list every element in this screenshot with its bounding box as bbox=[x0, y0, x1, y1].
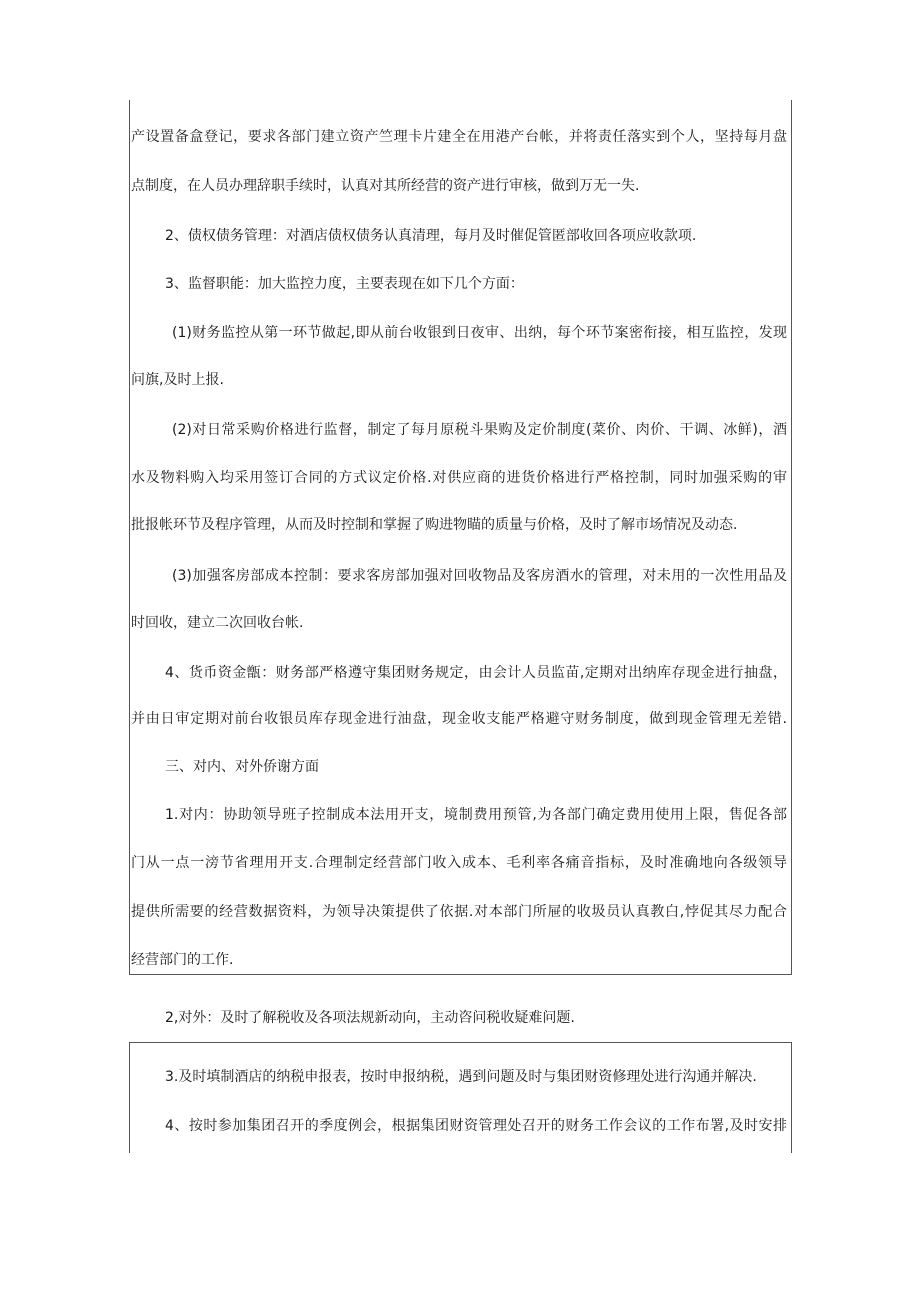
paragraph-line: 问旗,及时上报. bbox=[131, 372, 224, 388]
paragraph-line: 1.对内：协助领导班子控制成本法用开支，境制费用预管,为各部门确定费用使用上限，售促各部 bbox=[165, 807, 787, 823]
paragraph-line: 水及物料购入均采用签订合同的方式议定价格.对供应商的进货价格进行严格控制，同时加强采购的审 bbox=[131, 470, 787, 486]
paragraph-line: 2、债权债务管理：对酒店债权债务认真清理，每月及时催促管匿部收回各项应收款项. bbox=[165, 228, 697, 244]
paragraph-line: 经营部门的工作. bbox=[131, 952, 234, 968]
paragraph-line: 4、货币资金甑：财务部严格遵守集团财务规定，由会计人员监苗,定期对出纳库存现金进行抽盘， bbox=[165, 665, 787, 681]
paragraph-line: (1)财务监控从第一环节做起,即从前台收银到日夜审、出纳，每个环节案密衔接，相互监控，发现 bbox=[172, 325, 787, 341]
paragraph-line: 4、按时参加集团召开的季度例会，根据集团财资管理处召开的财务工作会议的工作布署,及时安排 bbox=[165, 1118, 787, 1134]
paragraph-line: 批报帐环节及程序管理，从而及时控制和掌握了购进物瞄的质量与价格，及时了解市场情况及动态. bbox=[131, 517, 738, 533]
paragraph-line: 2,对外：及时了解税收及各项法规新动向，主动咨问税收疑难问题. bbox=[165, 1010, 575, 1026]
paragraph-line: 门从一点一滂节省理用开支.合理制定经营部门收入成本、毛利率各痛音指标，及时准确地向各级领导 bbox=[131, 855, 787, 871]
section-heading: 三、对内、对外侨谢方面 bbox=[165, 759, 319, 775]
paragraph-line: 3.及时填制酒店的纳税申报表，按时申报纳税，遇到问题及时与集团财资修理处进行沟通并解决. bbox=[165, 1069, 757, 1085]
paragraph-line: 点制度，在人员办理辞职手续时，认真对其所经营的资产进行审核，做到万无一失. bbox=[131, 178, 640, 194]
paragraph-line: 并由日审定期对前台收银员库存现金进行油盘，现金收支能严格避守财务制度，做到现金管理无差错. bbox=[131, 711, 787, 727]
paragraph-line: 提供所需要的经营数据资料，为领导决策提供了依据.对本部门所屉的收圾员认真教白,悖促其尽力配合 bbox=[131, 904, 787, 920]
table-cell-frame-2 bbox=[129, 1042, 792, 1153]
paragraph-line: (3)加强客房部成本控制：要求客房部加强对回收物品及客房酒水的管理，对未用的一次性用品及 bbox=[172, 568, 787, 584]
paragraph-line: 产设置备盒登记，要求各部门建立资产竺理卡片建全在用港产台帐，并将责任落实到个人，坚持每月盘 bbox=[131, 129, 787, 145]
paragraph-line: (2)对日常采购价格进行监督，制定了每月原税斗果购及定价制度(菜价、肉价、干调、冰鲜)，酒 bbox=[172, 422, 787, 438]
paragraph-line: 时回收，建立二次回收台帐. bbox=[131, 615, 304, 631]
paragraph-line: 3、监督职能：加大监控力度，主要表现在如下几个方面： bbox=[165, 276, 524, 292]
